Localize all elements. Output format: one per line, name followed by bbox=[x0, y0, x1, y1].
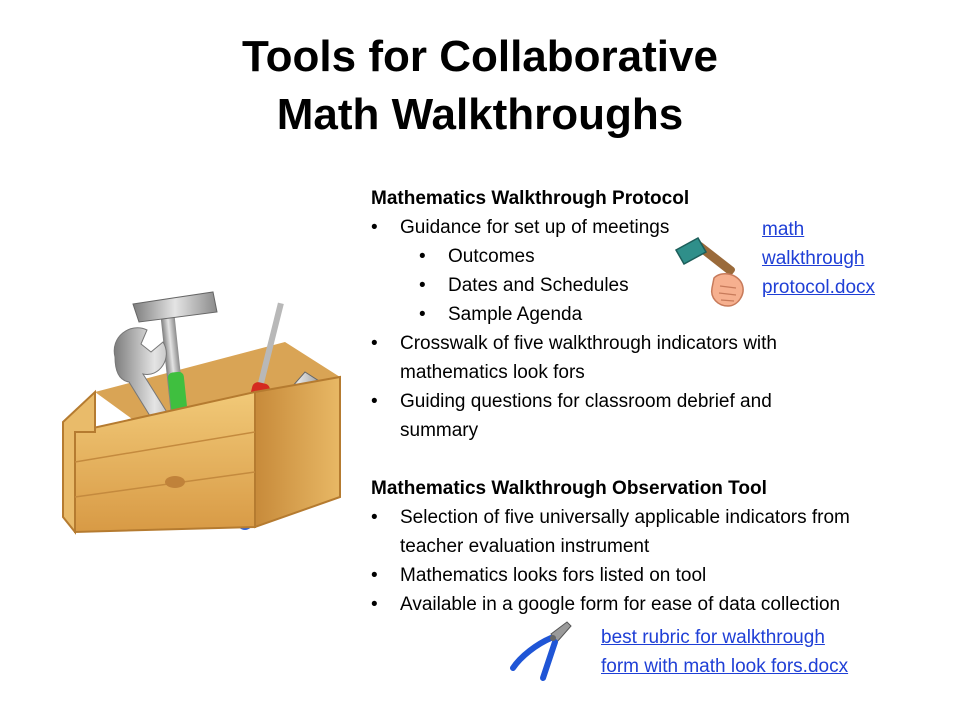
protocol-heading: Mathematics Walkthrough Protocol bbox=[371, 188, 690, 209]
hammer-hand-icon bbox=[672, 232, 752, 314]
title-line-2: Math Walkthroughs bbox=[276, 90, 684, 139]
list-subitem: • Sample Agenda bbox=[371, 300, 851, 329]
toolbox-icon bbox=[55, 282, 355, 552]
list-item: • Guiding questions for classroom debrief and summary bbox=[371, 387, 851, 445]
list-item: • Guidance for set up of meetings bbox=[371, 213, 851, 242]
list-item: • Selection of five universally applicable indicators from teacher evaluation instrument bbox=[371, 503, 851, 561]
list-subitem: • Dates and Schedules bbox=[371, 271, 851, 300]
rubric-link-line-2: form with math look fors.docx bbox=[601, 656, 849, 677]
observation-tool-heading: Mathematics Walkthrough Observation Tool bbox=[371, 478, 767, 499]
observation-tool-list bbox=[371, 503, 851, 619]
title-line-1: Tools for Collaborative bbox=[242, 32, 718, 81]
list-item: • Mathematics looks fors listed on tool bbox=[371, 561, 851, 590]
rubric-link-line-1: best rubric for walkthrough bbox=[601, 627, 825, 648]
list-subitem: • Outcomes bbox=[371, 242, 851, 271]
protocol-link-line-1: math bbox=[762, 219, 805, 240]
protocol-doc-link[interactable] bbox=[762, 215, 912, 302]
slide-title bbox=[0, 28, 960, 144]
list-item: • Crosswalk of five walkthrough indicators with mathematics look fors bbox=[371, 329, 851, 387]
protocol-link-line-3: protocol.docx bbox=[762, 277, 876, 298]
rubric-doc-link[interactable] bbox=[601, 623, 931, 681]
protocol-link-line-2: walkthrough bbox=[762, 248, 865, 269]
pliers-icon bbox=[507, 620, 577, 682]
list-item: • Available in a google form for ease of data collection bbox=[371, 590, 851, 619]
